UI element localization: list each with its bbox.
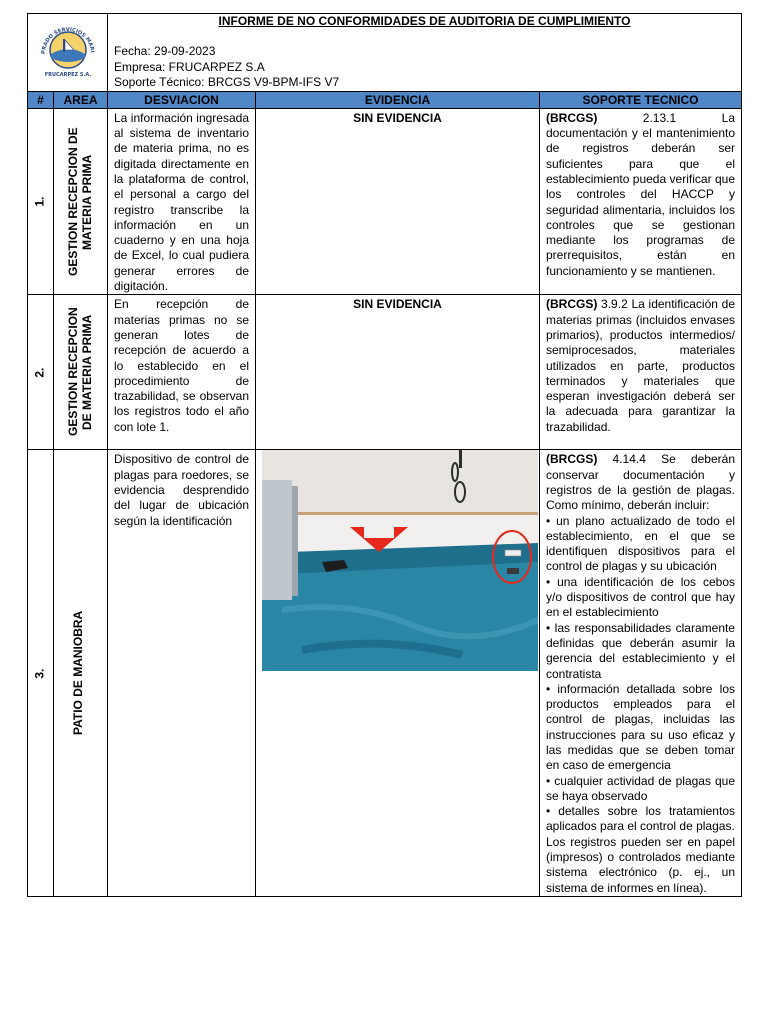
logo-company-text: FRUCARPEZ S.A. — [44, 72, 91, 79]
row-support: (BRCGS) 4.14.4 Se deberán conservar documentación y registros de la gestión de plagas. Como mínimo, deberán incluir: • un plano actualizado de todo el establecimiento, en el que se identifiquen dispositivos para el control de plagas y su ubicación • una identificación de los cebos y/o dispositivos de control que hay en el establecimiento • las responsabilidades claramente definidas que deberán asumir la gerencia del establecimiento y el contratista • información detallada sobre los productos empleados para el control de plagas, incluidas las instrucciones para su uso eficaz y las medidas que se deben tomar en caso de emergencia • cualquier actividad de plagas que se haya observado • detalles sobre los tratamientos aplicados para el control de plagas. Los registros pueden ser en papel (impresos) o controlados mediante sistema electrónico (p. ej., un sistema de informes en línea). — [540, 450, 742, 897]
support-bullet: • un plano actualizado de todo el establecimiento, en el que se identifiquen dispositivos para el control de plagas y su ubicación — [546, 513, 735, 574]
column-header-area: AREA — [54, 91, 108, 108]
column-header-num: # — [28, 91, 54, 108]
row-area: GESTION RECEPCION DE MATERIA PRIMA — [54, 108, 108, 295]
column-header-deviation: DESVIACION — [108, 91, 256, 108]
report-standard: Soporte Técnico: BRCGS V9-BPM-IFS V7 — [114, 75, 340, 90]
company-logo-cell — [28, 14, 108, 92]
support-bullet: • detalles sobre los tratamientos aplicados para el control de plagas. — [546, 804, 735, 834]
logo-arc-text: PRADO SERVICIOS MARI — [40, 27, 95, 55]
report-company: Empresa: FRUCARPEZ S.A — [114, 59, 265, 74]
row-support: (BRCGS) 3.9.2 La identificación de materias primas (incluidos envases primarios), productos intermedios/ semiprocesados, materiales utilizados en parte, productos terminados y materiales que esperan investigación deberá ser la adecuada para garantizar la trazabilidad. — [540, 295, 742, 450]
no-evidence-label: SIN EVIDENCIA — [353, 110, 442, 125]
column-header-row — [28, 91, 742, 108]
no-evidence-label: SIN EVIDENCIA — [353, 297, 442, 312]
row-area: GESTION RECEPCION DE MATERIA PRIMA — [54, 295, 108, 450]
row-number: 3. — [28, 450, 54, 897]
table-row — [28, 450, 742, 897]
support-bullet: • una identificación de los cebos y/o dispositivos de control que hay en el establecimiento — [546, 574, 735, 620]
evidence-photo — [262, 450, 538, 671]
row-number: 1. — [28, 108, 54, 295]
row-number: 2. — [28, 295, 54, 450]
row-evidence — [256, 450, 540, 897]
column-header-support: SOPORTE TECNICO — [540, 91, 742, 108]
table-row — [28, 295, 742, 450]
company-logo — [35, 20, 101, 80]
row-deviation: En recepción de materias primas no se generan lotes de recepción de acuerdo a lo establecido en el procedimiento de trazabilidad, se observan los registros todo el año con lote 1. — [108, 295, 256, 450]
report-title: INFORME DE NO CONFORMIDADES DE AUDITORIA DE CUMPLIMIENTO — [218, 14, 631, 28]
report-header — [108, 14, 742, 92]
audit-report-table — [27, 13, 742, 897]
support-closing: Los registros pueden ser en papel (impresos) o controlados mediante sistema electrónico (p. ej., un sistema de informes en línea). — [546, 834, 735, 895]
table-row — [28, 108, 742, 295]
row-area: PATIO DE MANIOBRA — [54, 450, 108, 897]
row-deviation: La información ingresada al sistema de inventario de materia prima, no es digitada directamente en la plataforma de control, el personal a cargo del registro transcribe la información en un cuaderno y en una hoja de Excel, lo cual pudiera generar errores de digitación. — [108, 108, 256, 295]
row-support: (BRCGS) 2.13.1 La documentación y el mantenimiento de registros deberán ser suficientes para que el establecimiento pueda verificar que los controles del HACCP y seguridad alimentaria, incluidos los controles que se gestionan mediante los programas de prerrequisitos, están en funcionamiento y se mantienen. — [540, 108, 742, 295]
report-date: Fecha: 29-09-2023 — [114, 44, 216, 59]
row-evidence — [256, 295, 540, 450]
support-bullet: • las responsabilidades claramente definidas que deberán asumir la gerencia del establecimiento y el contratista — [546, 620, 735, 681]
support-bullet: • información detallada sobre los productos empleados para el control de plagas, incluidas las instrucciones para su uso eficaz y las medidas que se deben tomar en caso de emergencia — [546, 681, 735, 773]
support-bullet: • cualquier actividad de plagas que se haya observado — [546, 773, 735, 803]
row-evidence — [256, 108, 540, 295]
row-deviation: Dispositivo de control de plagas para roedores, se evidencia desprendido del lugar de ubicación según la identificación — [108, 450, 256, 897]
column-header-evidence: EVIDENCIA — [256, 91, 540, 108]
